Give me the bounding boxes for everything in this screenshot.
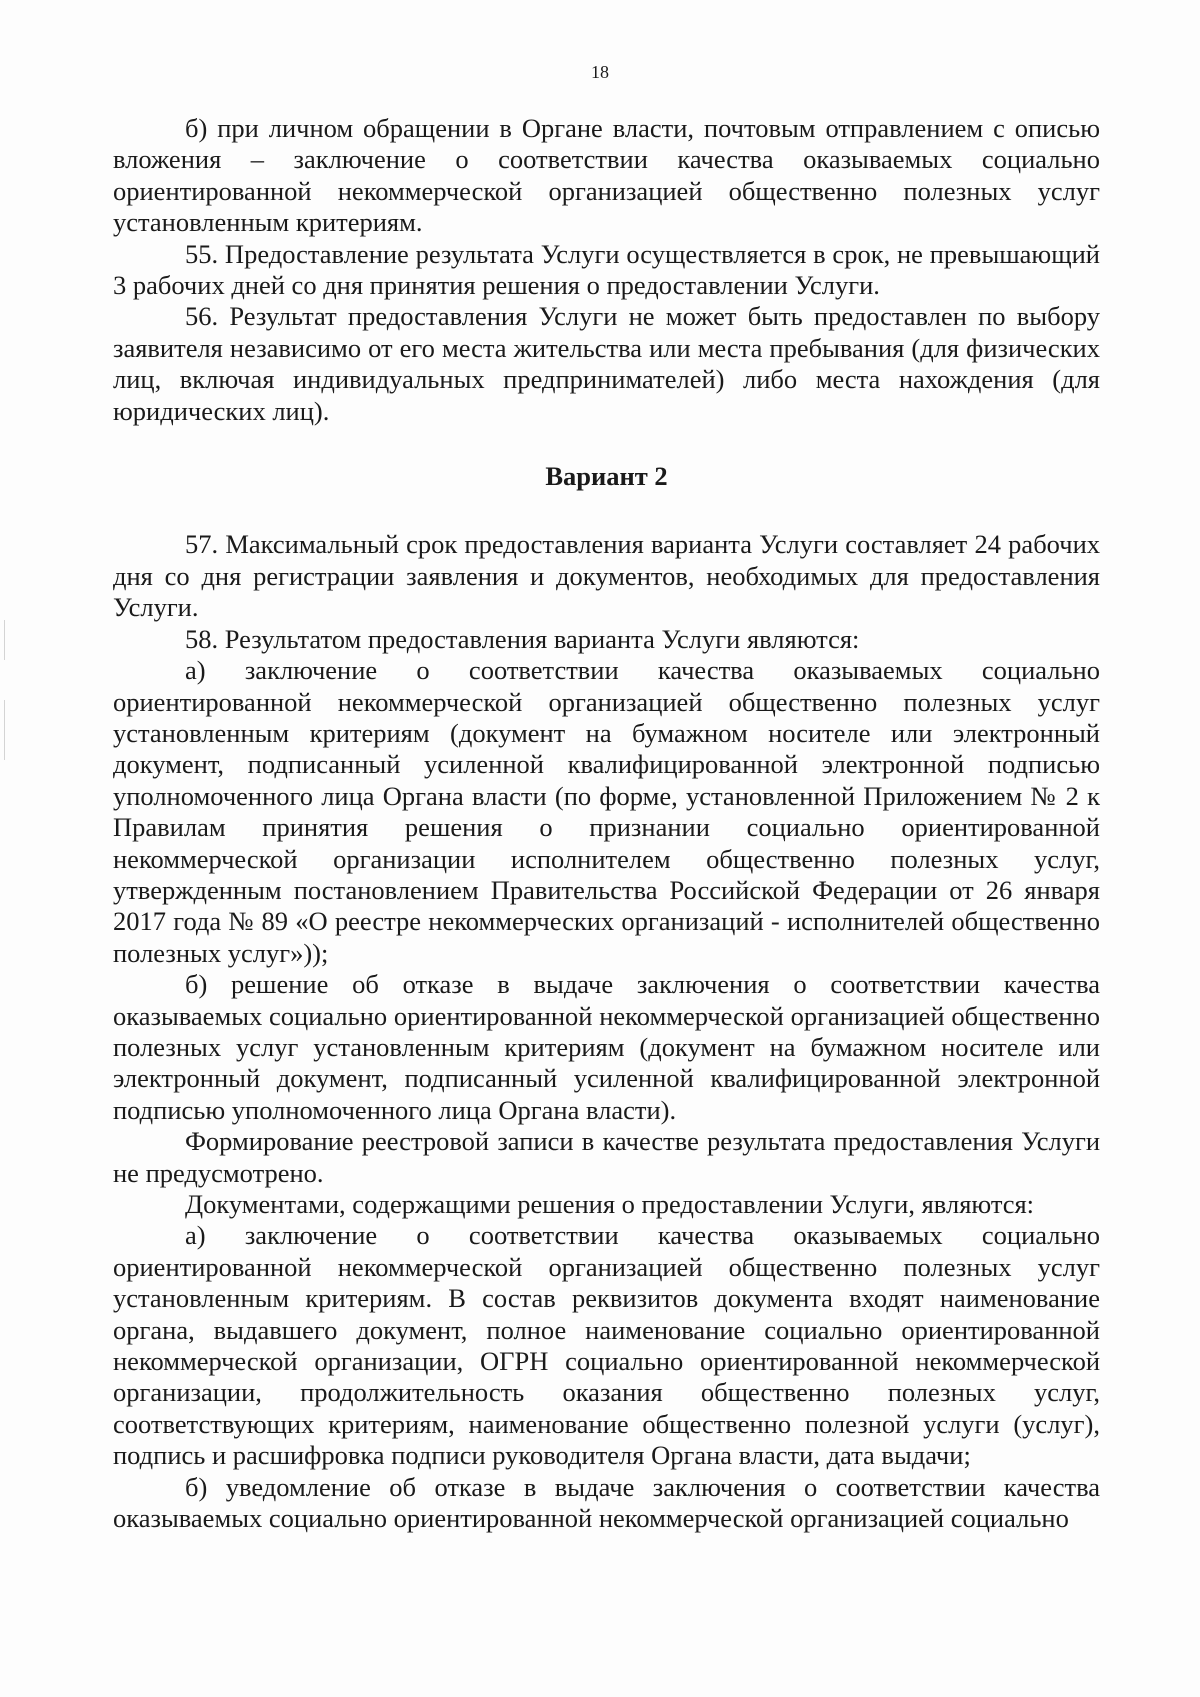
scan-edge-mark	[4, 620, 5, 660]
paragraph-documents-b: б) уведомление об отказе в выдаче заключения о соответствии качества оказываемых социально ориентированной некоммерческой организацией социально	[113, 1471, 1100, 1534]
document-body	[113, 113, 1100, 1534]
paragraph-item-b: б) при личном обращении в Органе власти, почтовым отправлением с описью вложения – заключение о соответствии качества оказываемых социально ориентированной некоммерческой организацией общественно полезных услуг установленным критериям.	[113, 113, 1100, 238]
scan-edge-mark	[4, 700, 5, 760]
paragraph-58: 58. Результатом предоставления варианта Услуги являются:	[185, 623, 860, 654]
paragraph-documents-a: а) заключение о соответствии качества оказываемых социально ориентированной некоммерческой организацией общественно полезных услуг установленным критериям. В состав реквизитов документа входят наименование органа, выдавшего документ, полное наименование социально ориентированной некоммерческой организации, ОГРН социально ориентированной некоммерческой организации, продолжительность оказания общественно полезных услуг, соответствующих критериям, наименование общественно полезной услуги (услуг), подпись и расшифровка подписи руководителя Органа власти, дата выдачи;	[113, 1220, 1100, 1471]
paragraph-57: 57. Максимальный срок предоставления варианта Услуги составляет 24 рабочих дня со дня регистрации заявления и документов, необходимых для предоставления Услуги.	[113, 529, 1100, 623]
section-heading: Вариант 2	[545, 461, 668, 492]
paragraph-58-a: а) заключение о соответствии качества оказываемых социально ориентированной некоммерческой организацией общественно полезных услуг установленным критериям (документ на бумажном носителе или электронный документ, подписанный усиленной квалифицированной электронной подписью уполномоченного лица Органа власти (по форме, установленной Приложением № 2 к Правилам принятия решения о признании социально ориентированной некоммерческой организации исполнителем общественно полезных услуг, утвержденным постановлением Правительства Российской Федерации от 26 января 2017 года № 89 «О реестре некоммерческих организаций - исполнителей общественно полезных услуг»));	[113, 655, 1100, 968]
paragraph-58-b: б) решение об отказе в выдаче заключения о соответствии качества оказываемых социально ориентированной некоммерческой организацией общественно полезных услуг установленным критериям (документ на бумажном носителе или электронный документ, подписанный усиленной квалифицированной электронной подписью уполномоченного лица Органа власти).	[113, 969, 1100, 1125]
paragraph-registry-note: Формирование реестровой записи в качестве результата предоставления Услуги не предусмотрено.	[113, 1126, 1100, 1188]
paragraph-56: 56. Результат предоставления Услуги не может быть предоставлен по выбору заявителя независимо от его места жительства или места пребывания (для физических лиц, включая индивидуальных предпринимателей) либо места нахождения (для юридических лиц).	[113, 301, 1100, 426]
page-number: 18	[591, 62, 609, 82]
paragraph-55: 55. Предоставление результата Услуги осуществляется в срок, не превышающий 3 рабочих дней со дня принятия решения о предоставлении Услуги.	[113, 238, 1100, 301]
paragraph-documents-intro: Документами, содержащими решения о предоставлении Услуги, являются:	[185, 1189, 1035, 1219]
